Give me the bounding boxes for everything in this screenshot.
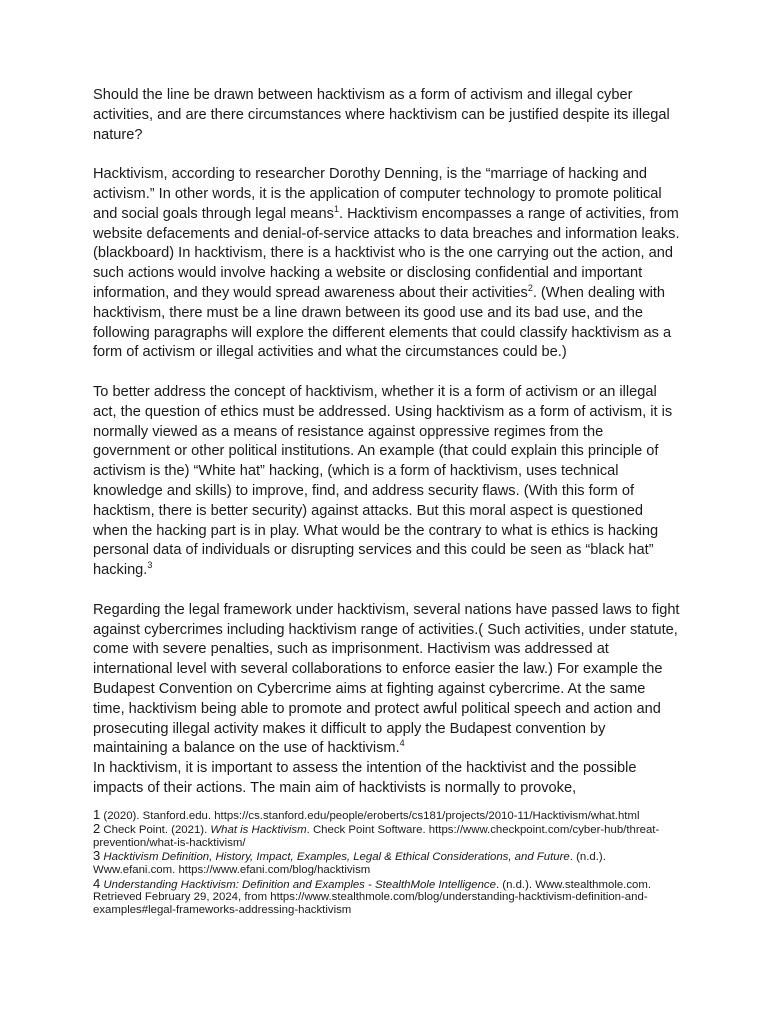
text-run: . (n.d.). Www.efani.com. https://www.efani.com/blog/hacktivism [93, 851, 606, 877]
paragraph-ethics [93, 383, 681, 581]
text-run: . (n.d.). Www.stealthmole.com. Retrieved February 29, 2024, from https://www.stealthmole.com/blog/understanding-hacktivism-definition-and-examples#legal-frameworks-addressing-hacktivism [93, 878, 652, 916]
document-body [93, 86, 681, 799]
text-run: Should the line be drawn between hacktivism as a form of activism and illegal cyber activities, and are there circumstances where hacktivism can be justified despite its illegal nature? [93, 87, 670, 143]
footnote-ref: 1 [333, 203, 339, 214]
footnote-text [93, 824, 659, 849]
footnote-ref: 4 [399, 738, 405, 749]
text-run: Hacktivism, according to researcher Dorothy Denning, is the “marriage of hacking and activism.” In other words, it is the application of computer technology to promote political and social goals through legal means [93, 166, 662, 222]
text-run: Regarding the legal framework under hacktivism, several nations have passed laws to fight against cybercrimes including hacktivism range of activities.( Such activities, under statute, come with severe penalties, such as imprisonment. Hactivism was addressed at international level with several collaborations to enforce easier the law.) For example the Budapest Convention on Cybercrime aims at fighting against cybercrime. At the same time, hacktivism being able to promote and protect awful political speech and action and prosecuting illegal activity makes it difficult to apply the Budapest convention by maintaining a balance on the use of hacktivism. [93, 601, 680, 757]
footnote-1 [93, 806, 681, 823]
footnote-ref: 2 [527, 283, 533, 294]
text-run: . Hacktivism encompasses a range of activities, from website defacements and denial-of-service attacks to data breaches and information leaks. (blackboard) In hacktivism, there is a hacktivist who is the one carrying out the action, and such actions would involve hacking a website or disclosing confidential and important information, and they would spread awareness about their activities [93, 205, 680, 301]
footnote-number: 3 [93, 848, 101, 864]
footnote-4 [93, 875, 681, 917]
text-run: (2020). Stanford.edu. https://cs.stanford.edu/people/eroberts/cs181/projects/2010-11/Hacktivism/what.html [103, 809, 640, 822]
footnotes [93, 806, 681, 917]
text-run: In hacktivism, it is important to assess the intention of the hacktivist and the possible impacts of their actions. The main aim of hacktivists is normally to provoke, [93, 760, 637, 796]
document-page [93, 86, 681, 917]
paragraph-intention [93, 759, 681, 799]
paragraph-question [93, 86, 681, 145]
footnote-3 [93, 850, 681, 876]
footnote-2 [93, 823, 681, 849]
text-run: . (When dealing with hacktivism, there must be a line drawn between its good use and its bad use, and the following paragraphs will explore the different elements that could classify hacktivism as a form of activism or illegal activities and what the circumstances could be.) [93, 284, 672, 361]
paragraph-legal [93, 601, 681, 759]
text-run: Check Point. (2021). [103, 824, 211, 837]
text-run: . Check Point Software. https://www.checkpoint.com/cyber-hub/threat-prevention/what-is-hacktivism/ [93, 824, 660, 849]
text-run: To better address the concept of hacktivism, whether it is a form of activism or an illegal act, the question of ethics must be addressed. Using hacktivism as a form of activism, it is normally viewed as a means of resistance against oppressive regimes from the government or other political institutions. An example (that could explain this principle of activism is the) “White hat” hacking, (which is a form of hacktivism, uses technical knowledge and skills) to improve, find, and address security flaws. (With this form of hacktism, there is better security) against attacks. But this moral aspect is questioned when the hacking part is in play. What would be the contrary to what is ethics is hacking personal data of individuals or disrupting services and this could be seen as “black hat” hacking. [93, 383, 673, 579]
italic-title: What is Hacktivism [210, 824, 307, 837]
footnote-number: 2 [93, 821, 101, 837]
italic-title: Understanding Hacktivism: Definition and Examples - StealthMole Intelligence [103, 878, 496, 891]
footnote-text [93, 851, 606, 876]
footnote-number: 4 [93, 875, 101, 891]
footnote-text [103, 810, 639, 822]
footnote-text [93, 879, 651, 916]
footnote-number: 1 [93, 806, 101, 822]
italic-title: Hacktivism Definition, History, Impact, Examples, Legal & Ethical Considerations, and Future [103, 851, 570, 864]
footnote-ref: 3 [147, 560, 153, 571]
paragraph-intro [93, 165, 681, 363]
